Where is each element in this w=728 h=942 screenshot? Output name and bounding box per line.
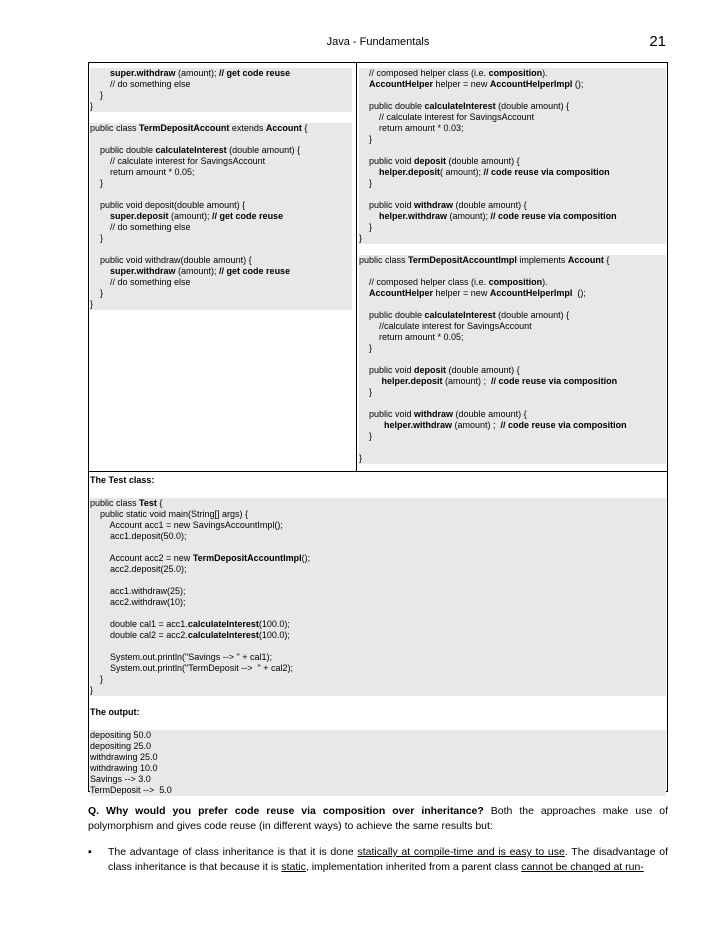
code-line xyxy=(359,442,666,453)
code-line xyxy=(90,134,352,145)
code-line: super.withdraw (amount); // get code reuse xyxy=(90,266,352,277)
bullet-underline-2: static xyxy=(281,861,306,873)
code-line: } xyxy=(359,222,666,233)
code-line: // calculate interest for SavingsAccount xyxy=(359,112,666,123)
code-line xyxy=(90,542,666,553)
code-line: } xyxy=(359,343,666,354)
code-line: acc1.withdraw(25); xyxy=(90,586,666,597)
code-line: public void deposit (double amount) { xyxy=(359,365,666,376)
spacer xyxy=(90,696,666,707)
code-line: TermDeposit --> 5.0 xyxy=(90,785,666,796)
code-line: helper.deposit (amount) ; // code reuse via composition xyxy=(359,376,666,387)
code-line: depositing 50.0 xyxy=(90,730,666,741)
code-line: } xyxy=(90,288,352,299)
code-line: withdrawing 10.0 xyxy=(90,763,666,774)
code-line: public class Test { xyxy=(90,498,666,509)
code-line: public double calculateInterest (double amount) { xyxy=(359,310,666,321)
row-divider xyxy=(88,471,668,472)
code-line: super.withdraw (amount); // get code reuse xyxy=(90,68,352,79)
spacer xyxy=(90,487,666,498)
code-line xyxy=(90,575,666,586)
output-heading: The output: xyxy=(90,707,666,719)
code-line: } xyxy=(90,101,352,112)
code-line: } xyxy=(90,178,352,189)
code-line xyxy=(359,244,666,255)
code-line: } xyxy=(359,387,666,398)
code-line: } xyxy=(90,685,666,696)
question-paragraph xyxy=(88,804,668,834)
code-line: // composed helper class (i.e. composition). xyxy=(359,277,666,288)
code-line: public class TermDepositAccount extends Account { xyxy=(90,123,352,134)
code-line: acc2.deposit(25.0); xyxy=(90,564,666,575)
code-line: } xyxy=(359,453,666,464)
code-line: acc1.deposit(50.0); xyxy=(90,531,666,542)
code-line: System.out.println("TermDeposit --> " + cal2); xyxy=(90,663,666,674)
code-line xyxy=(90,608,666,619)
code-line: Savings --> 3.0 xyxy=(90,774,666,785)
code-line: AccountHelper helper = new AccountHelperImpl (); xyxy=(359,79,666,90)
code-line xyxy=(359,266,666,277)
right-code-column xyxy=(359,68,666,464)
spacer xyxy=(90,719,666,730)
code-line: super.deposit (amount); // get code reuse xyxy=(90,211,352,222)
code-line: System.out.println("Savings --> " + cal1); xyxy=(90,652,666,663)
column-divider xyxy=(356,62,357,471)
code-line: // do something else xyxy=(90,222,352,233)
code-line: helper.deposit( amount); // code reuse via composition xyxy=(359,167,666,178)
bullet-underline-1: statically at compile-time and is easy to use xyxy=(357,846,565,858)
code-line: // calculate interest for SavingsAccount xyxy=(90,156,352,167)
bullet-text-2: . The disadvantage of class inheritance is that because it is xyxy=(108,846,668,873)
code-line: public class TermDepositAccountImpl implements Account { xyxy=(359,255,666,266)
code-line: return amount * 0.03; xyxy=(359,123,666,134)
code-line xyxy=(90,189,352,200)
code-line: public void withdraw(double amount) { xyxy=(90,255,352,266)
code-line: public void withdraw (double amount) { xyxy=(359,409,666,420)
code-line: // do something else xyxy=(90,277,352,288)
code-line xyxy=(359,299,666,310)
bullet-marker: ▪ xyxy=(88,846,92,858)
code-line: Account acc1 = new SavingsAccountImpl(); xyxy=(90,520,666,531)
question-text: Both the approaches make use of polymorphism and gives code reuse (in different ways) to achieve the same results but: xyxy=(88,805,669,832)
code-line: public double calculateInterest (double amount) { xyxy=(90,145,352,156)
code-line: //calculate interest for SavingsAccount xyxy=(359,321,666,332)
page-header xyxy=(88,33,668,52)
code-line: return amount * 0.05; xyxy=(359,332,666,343)
code-line: Account acc2 = new TermDepositAccountImpl(); xyxy=(90,553,666,564)
left-code-column xyxy=(90,68,352,310)
bullet-text-1: The advantage of class inheritance is that it is done xyxy=(108,846,358,858)
code-line: } xyxy=(90,299,352,310)
code-line: helper.withdraw (amount) ; // code reuse via composition xyxy=(359,420,666,431)
code-line xyxy=(359,354,666,365)
code-line: // do something else xyxy=(90,79,352,90)
code-line: public void deposit(double amount) { xyxy=(90,200,352,211)
code-line: public void withdraw (double amount) { xyxy=(359,200,666,211)
code-line xyxy=(359,398,666,409)
code-line: } xyxy=(359,178,666,189)
page-number: 21 xyxy=(649,33,666,50)
code-line xyxy=(359,90,666,101)
code-line: helper.withdraw (amount); // code reuse via composition xyxy=(359,211,666,222)
code-line: // composed helper class (i.e. composition). xyxy=(359,68,666,79)
test-heading: The Test class: xyxy=(90,475,666,487)
code-line: double cal2 = acc2.calculateInterest(100.0); xyxy=(90,630,666,641)
code-line: AccountHelper helper = new AccountHelperImpl (); xyxy=(359,288,666,299)
code-line xyxy=(359,145,666,156)
code-line: } xyxy=(90,233,352,244)
code-line: } xyxy=(359,431,666,442)
code-line: } xyxy=(90,674,666,685)
code-line: acc2.withdraw(10); xyxy=(90,597,666,608)
code-line: return amount * 0.05; xyxy=(90,167,352,178)
code-line: depositing 25.0 xyxy=(90,741,666,752)
question-label: Q. Why would you prefer code reuse via composition over inheritance? xyxy=(88,805,484,817)
code-line: public void deposit (double amount) { xyxy=(359,156,666,167)
code-line: public double calculateInterest (double amount) { xyxy=(359,101,666,112)
code-line: } xyxy=(359,134,666,145)
code-line xyxy=(359,189,666,200)
output-block xyxy=(90,730,666,796)
code-line xyxy=(90,244,352,255)
bullet-underline-3: cannot be changed at run- xyxy=(521,861,644,873)
code-line xyxy=(90,112,352,123)
test-code xyxy=(90,498,666,696)
code-line: } xyxy=(90,90,352,101)
code-line: withdrawing 25.0 xyxy=(90,752,666,763)
code-line: } xyxy=(359,233,666,244)
document-title: Java - Fundamentals xyxy=(326,36,430,48)
test-section xyxy=(90,475,666,796)
bullet-text-3: , implementation inherited from a parent class xyxy=(305,861,522,873)
code-line xyxy=(90,641,666,652)
bullet-text xyxy=(108,845,668,875)
code-line: public static void main(String[] args) { xyxy=(90,509,666,520)
code-line: double cal1 = acc1.calculateInterest(100.0); xyxy=(90,619,666,630)
